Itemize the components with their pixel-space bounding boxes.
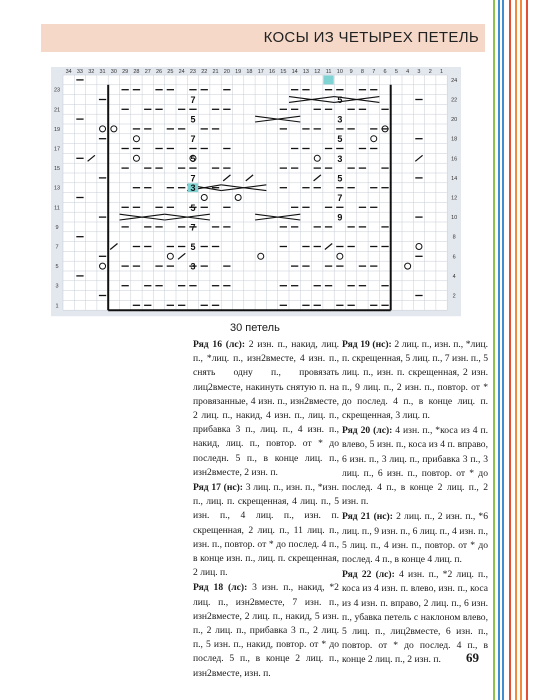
- column-number: 28: [133, 69, 140, 75]
- repeat-count-number: 7: [190, 173, 196, 184]
- repeat-count-number: 3: [337, 153, 343, 164]
- column-number: 31: [99, 69, 106, 75]
- page-title: КОСЫ ИЗ ЧЕТЫРЕХ ПЕТЕЛЬ: [263, 29, 479, 46]
- column-number: 22: [201, 69, 208, 75]
- column-number: 20: [223, 69, 230, 75]
- repeat-count-number: 3: [190, 261, 196, 272]
- column-number: 21: [212, 69, 219, 75]
- column-number: 4: [406, 69, 410, 75]
- row-number: 3: [55, 283, 59, 290]
- row-number: 21: [53, 107, 61, 114]
- column-number: 17: [257, 69, 264, 75]
- row-instruction: Ряд 18 (лс): 3 изн. п., накид, *2 лиц. п., изн2вместе, 7 изн. п., изн2вместе, 2 лиц. п., накид, 5 изн. п., 2 лиц. п., прибавка 3 п., 2 лиц. п., 5 изн. п., накид, повтор. от * до послед. 5 п., в конце 2 лиц. п., изн2вместе, изн. п.: [193, 582, 339, 679]
- row-number: 13: [53, 185, 61, 192]
- column-number: 7: [372, 69, 376, 75]
- row-number: 1: [55, 303, 59, 310]
- column-number: 10: [336, 69, 343, 75]
- column-number: 5: [394, 69, 398, 75]
- repeat-count-number: 7: [190, 134, 196, 145]
- row-number: 20: [451, 117, 458, 124]
- column-number: 3: [417, 69, 421, 75]
- column-number: 23: [189, 69, 197, 75]
- row-number: 7: [55, 244, 59, 251]
- repeat-count-number: 5: [337, 173, 343, 184]
- row-instruction: Ряд 16 (лс): 2 изн. п., накид, лиц. п., *лиц. п., изн2вместе, 4 изн. п., снять одну п., провязать лиц2вместе, накинуть снятую п. на провязанные, 4 изн. п., изн2вместе, 2 лиц. п., накид, 4 изн. п., лиц. п., прибавка 3 п., лиц. п., 4 изн. п., накид, лиц. п., повтор. от * до последн. 5 п., в конце лиц. п., изн2вместе, 2 изн. п.: [193, 339, 339, 478]
- row-number: 4: [452, 273, 456, 280]
- column-number: 14: [291, 69, 298, 75]
- decor-stripe-orange-2: [520, 0, 522, 700]
- column-number: 16: [268, 69, 276, 75]
- repeat-count-number: 5: [190, 202, 196, 213]
- repeat-count-number: 7: [190, 95, 196, 105]
- row-number: 6: [452, 254, 456, 261]
- knitting-chart: [51, 67, 461, 319]
- page-number: 69: [466, 650, 479, 665]
- repeat-count-number: 5: [190, 153, 196, 164]
- repeat-count-number: 7: [190, 222, 196, 233]
- repeat-count-number: 5: [190, 242, 196, 252]
- repeat-count-number: 5: [337, 134, 343, 145]
- column-number: 32: [88, 69, 95, 75]
- column-number: 33: [76, 69, 84, 75]
- row-number: 14: [451, 175, 458, 182]
- decor-stripe-red: [509, 0, 511, 700]
- column-number: 1: [440, 69, 444, 75]
- row-number: 19: [53, 126, 61, 133]
- column-number: 27: [144, 69, 151, 75]
- decor-stripe-blue: [498, 0, 500, 700]
- repeat-count-number: 3: [337, 114, 343, 125]
- highlight-cell: [323, 76, 333, 85]
- row-instruction: Ряд 19 (нс): 2 лиц. п., изн. п., *лиц. п. скрещенная, 5 лиц. п., 7 изн. п., 5 лиц. п., изн. п. скрещенная, 2 изн. п., 9 лиц. п., 2 изн. п., повтор. от * до послед. 4 п., в конце лиц. п. скрещенная, 3 лиц. п.: [342, 339, 488, 422]
- row-number: 15: [53, 166, 61, 173]
- column-number: 18: [246, 69, 253, 75]
- column-number: 13: [302, 69, 310, 75]
- instructions-column-1: [193, 338, 339, 682]
- repeat-count-number: 7: [337, 193, 343, 203]
- row-instruction: Ряд 21 (нс): 2 лиц. п., 2 изн. п., *6 лиц. п., 9 изн. п., 6 лиц. п., 4 изн. п., 5 лиц. п., 4 изн. п., повтор. от * до послед. 4 п., в конце 4 лиц. п.: [342, 511, 488, 566]
- row-number: 11: [54, 205, 60, 212]
- row-number: 17: [53, 146, 61, 153]
- column-number: 29: [122, 69, 129, 75]
- column-number: 9: [349, 69, 353, 75]
- row-number: 2: [452, 293, 456, 300]
- decor-stripe-blue-2: [502, 0, 504, 700]
- decor-stripe-green: [493, 0, 495, 700]
- row-number: 18: [451, 136, 458, 143]
- column-number: 30: [110, 69, 117, 75]
- column-number: 6: [383, 69, 387, 75]
- decor-stripe-red-2: [526, 0, 528, 700]
- header-bar: [41, 24, 485, 52]
- column-number: 11: [325, 69, 332, 75]
- row-number: 12: [451, 195, 458, 202]
- row-number: 10: [451, 215, 458, 222]
- decor-stripe-orange: [515, 0, 517, 700]
- chart-caption: 30 петель: [230, 322, 280, 334]
- column-number: 24: [178, 69, 185, 75]
- column-number: 25: [167, 69, 174, 75]
- column-number: 12: [314, 69, 321, 75]
- row-number: 9: [55, 224, 59, 231]
- row-number: 22: [451, 97, 458, 104]
- column-number: 26: [155, 69, 163, 75]
- row-number: 23: [53, 87, 61, 94]
- column-number: 8: [360, 69, 364, 75]
- row-instruction: Ряд 20 (лс): 4 изн. п., *коса из 4 п. влево, 5 изн. п., коса из 4 п. вправо, 6 изн. п., 3 лиц. п., прибавка 3 п., 3 лиц. п., 6 изн. п., повтор. от * до послед. 4 п., в конце 2 лиц. п., 2 изн. п.: [342, 425, 488, 508]
- instructions-column-2: [342, 338, 488, 669]
- column-number: 15: [280, 69, 287, 75]
- column-number: 2: [428, 69, 432, 75]
- repeat-count-number: 3: [190, 183, 196, 194]
- repeat-count-number: 5: [190, 114, 196, 125]
- row-instruction: Ряд 22 (лс): 4 изн. п., *2 лиц. п., коса из 4 изн. п. влево, изн. п., коса из 4 изн. п. вправо, 2 лиц. п., 6 изн. п., убавка петель с наклоном влево, 5 лиц. п., лиц2вместе, 6 изн. п., повтор. от * до послед. 4 п., в конце 2 лиц. п., 2 изн. п.: [342, 569, 488, 666]
- row-number: 24: [451, 77, 458, 84]
- row-number: 16: [451, 156, 458, 163]
- row-number: 8: [452, 234, 456, 241]
- row-instruction: Ряд 17 (нс): 3 лиц. п., изн. п., *изн. п., лиц. п. скрещенная, 4 лиц. п., 5 изн. п., 4 лиц. п., изн. п. скрещенная, 2 лиц. п., 11 лиц. п., изн. п., повтор. от * до послед. 4 п., в конце изн. п., лиц. п. скрещенная, 2 лиц. п.: [193, 482, 339, 579]
- column-number: 19: [235, 69, 242, 75]
- column-number: 34: [65, 69, 72, 75]
- repeat-count-number: 5: [337, 95, 343, 105]
- row-number: 5: [55, 264, 59, 271]
- repeat-count-number: 9: [337, 212, 343, 223]
